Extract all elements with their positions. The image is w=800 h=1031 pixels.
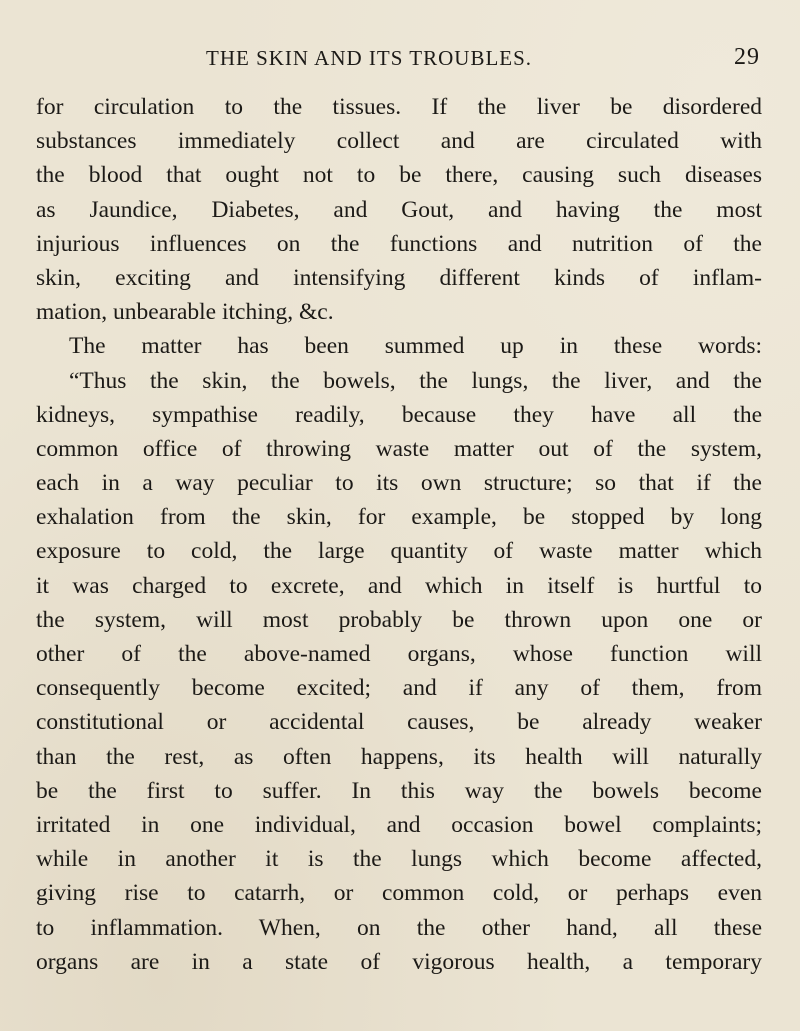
text-line: it was charged to excrete, and which in itself is hurtful to — [36, 572, 762, 599]
page-number: 29 — [734, 44, 760, 70]
text-line: The matter has been summed up in these words: — [69, 333, 762, 360]
text-line: be the first to suffer. In this way the bowels become — [36, 777, 762, 804]
text-line: the blood that ought not to be there, causing such diseases — [36, 162, 762, 189]
text-line: giving rise to catarrh, or common cold, or perhaps even — [36, 880, 762, 907]
text-line: common office of throwing waste matter out of the system, — [36, 435, 762, 462]
text-line: while in another it is the lungs which become affected, — [36, 846, 762, 873]
text-line: injurious influences on the functions and nutrition of the — [36, 230, 762, 257]
body-text — [36, 90, 762, 979]
text-line: skin, exciting and intensifying different kinds of inflam- — [36, 264, 762, 291]
text-line: exhalation from the skin, for example, be stopped by long — [36, 504, 762, 531]
text-line: irritated in one individual, and occasion bowel complaints; — [36, 811, 762, 838]
text-line: for circulation to the tissues. If the liver be disordered — [36, 94, 762, 120]
text-line: than the rest, as often happens, its health will naturally — [36, 743, 762, 770]
text-line: organs are in a state of vigorous health, a temporary — [36, 948, 762, 975]
text-line: the system, will most probably be thrown upon one or — [36, 606, 762, 633]
text-line: mation, unbearable itching, &c. — [36, 299, 334, 326]
text-line: substances immediately collect and are circulated with — [36, 128, 762, 155]
text-line: consequently become excited; and if any of them, from — [36, 675, 762, 702]
text-line: exposure to cold, the large quantity of waste matter which — [36, 538, 762, 565]
running-title: THE SKIN AND ITS TROUBLES. — [206, 46, 533, 70]
running-head — [206, 34, 760, 68]
text-line: “Thus the skin, the bowels, the lungs, the liver, and the — [69, 367, 762, 394]
text-line: constitutional or accidental causes, be already weaker — [36, 709, 762, 736]
text-line: to inflammation. When, on the other hand, all these — [36, 914, 762, 941]
text-line: kidneys, sympathise readily, because they have all the — [36, 401, 762, 428]
text-line: each in a way peculiar to its own structure; so that if the — [36, 470, 762, 497]
text-line: other of the above-named organs, whose function will — [36, 641, 762, 667]
text-line: as Jaundice, Diabetes, and Gout, and having the most — [36, 196, 762, 223]
